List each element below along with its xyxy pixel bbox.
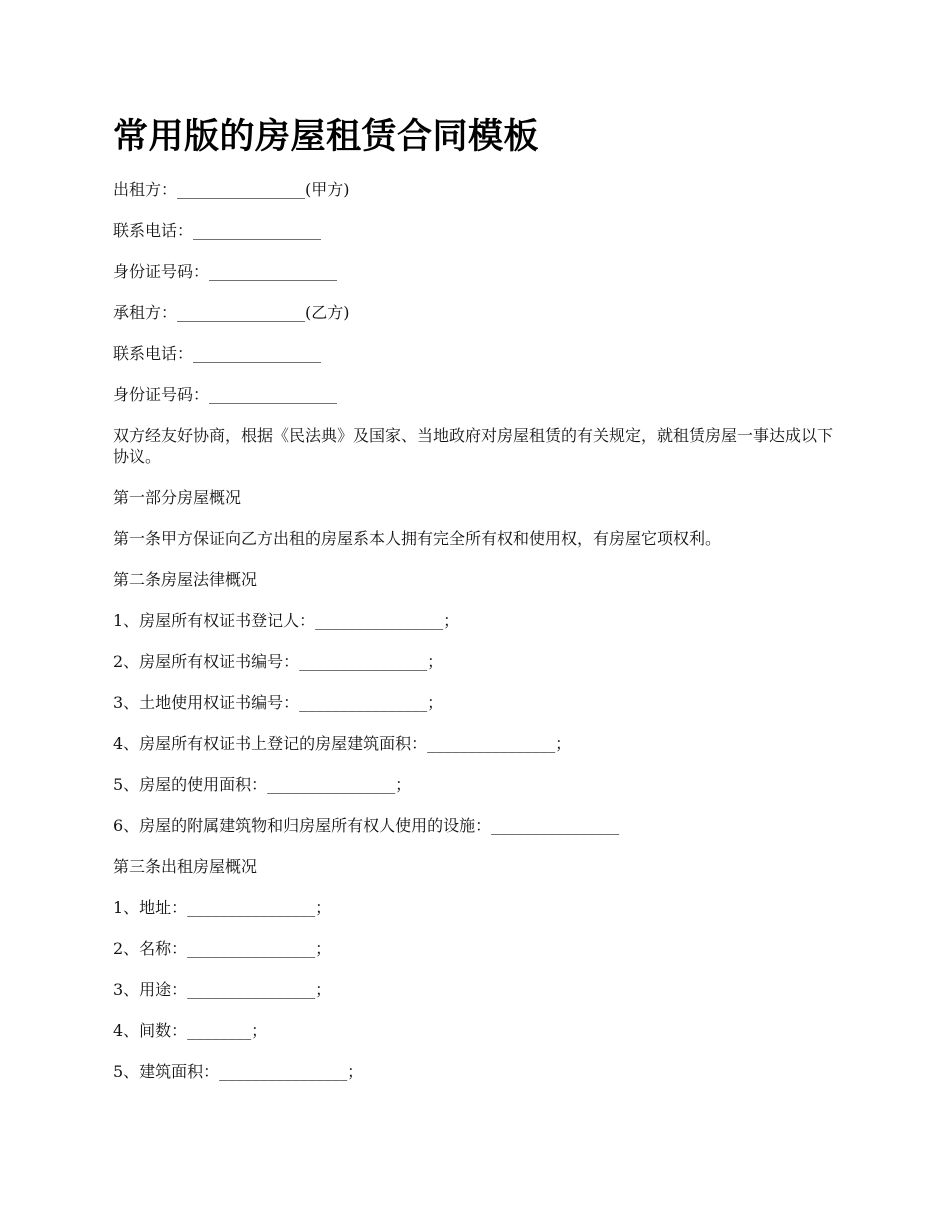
part1-heading: 第一部分房屋概况 <box>113 488 242 507</box>
article2-item: 5、房屋的使用面积：________________； <box>113 775 412 794</box>
intro-paragraph: 双方经友好协商，根据《民法典》及国家、当地政府对房屋租赁的有关规定，就租赁房屋一事达成以下协议。 <box>113 426 834 466</box>
article3-item: 3、用途：________________； <box>113 980 332 999</box>
article1-paragraph: 第一条甲方保证向乙方出租的房屋系本人拥有完全所有权和使用权，有房屋它项权利。 <box>113 529 722 548</box>
document-title: 常用版的房屋租赁合同模板 <box>113 117 540 157</box>
lessor-phone-line: 联系电话：________________ <box>113 221 322 240</box>
lessor-line: 出租方：________________(甲方) <box>113 180 350 199</box>
article2-item: 6、房屋的附属建筑物和归房屋所有权人使用的设施：________________ <box>113 816 620 835</box>
article2-item: 1、房屋所有权证书登记人：________________； <box>113 611 460 630</box>
document-page <box>113 112 843 1102</box>
article3-item: 5、建筑面积：________________； <box>113 1062 364 1081</box>
article2-heading: 第二条房屋法律概况 <box>113 570 258 589</box>
lessee-line: 承租方：________________(乙方) <box>113 303 350 322</box>
article2-item: 4、房屋所有权证书上登记的房屋建筑面积：________________； <box>113 734 572 753</box>
article3-item: 2、名称：________________； <box>113 939 332 958</box>
article3-item: 1、地址：________________； <box>113 898 332 917</box>
lessor-id-line: 身份证号码：________________ <box>113 262 338 281</box>
article2-item: 2、房屋所有权证书编号：________________； <box>113 652 444 671</box>
article3-item: 4、间数：________； <box>113 1021 268 1040</box>
lessee-phone-line: 联系电话：________________ <box>113 344 322 363</box>
lessee-id-line: 身份证号码：________________ <box>113 385 338 404</box>
article2-item: 3、土地使用权证书编号：________________； <box>113 693 444 712</box>
article3-heading: 第三条出租房屋概况 <box>113 857 258 876</box>
